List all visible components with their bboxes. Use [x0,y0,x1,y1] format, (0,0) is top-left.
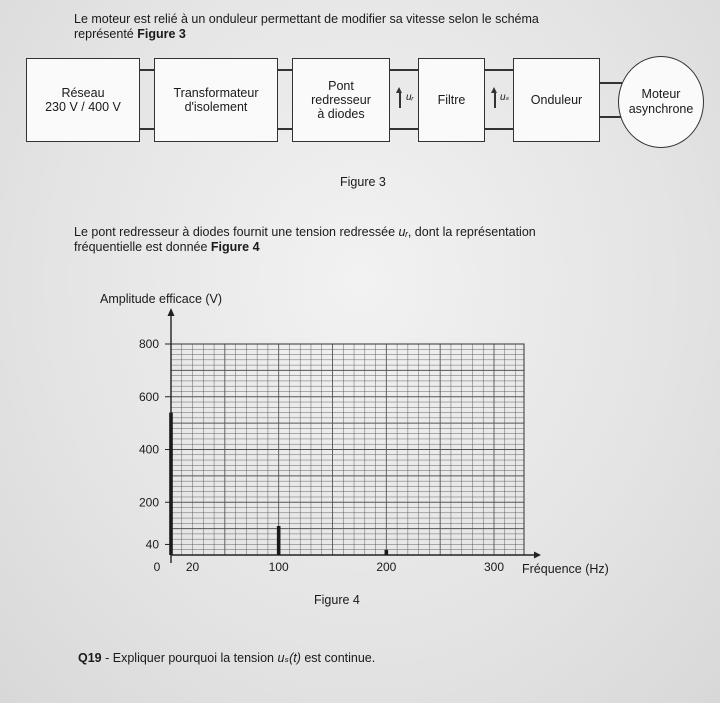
wire [483,69,515,71]
chart-axes [165,308,541,563]
us-arrow-icon [494,92,496,108]
pont-label-3: à diodes [317,107,365,121]
filtre-block [418,58,485,142]
question-q19 [78,650,375,665]
question-var: uₛ(t) [277,651,301,665]
figure-3-caption: Figure 3 [340,175,386,189]
paragraph-text-1a: Le pont redresseur à diodes fournit une tension redressée [74,225,399,239]
x-tick-label: 0 [153,560,161,574]
reseau-label: Réseau [61,86,105,100]
intro-figure-ref: Figure 3 [137,27,186,41]
intro-line-2-text: représenté [74,27,138,41]
chart-labels [100,292,609,576]
x-tick-label: 200 [376,560,397,574]
moteur-sublabel: asynchrone [628,102,694,116]
y-tick-label: 40 [145,537,159,552]
paragraph-figure-ref: Figure 4 [210,240,260,254]
wire [598,82,622,84]
wire [598,116,622,118]
paragraph-var: uᵣ [398,225,408,239]
onduleur-label: Onduleur [530,93,583,107]
intro-line-1: Le moteur est relié à un onduleur permettant de modifier sa vitesse selon le schéma [74,12,539,26]
ur-label: uᵣ [406,92,414,103]
ur-arrow-icon [399,92,401,108]
question-label: Q19 [78,651,102,665]
x-axis-arrow-icon [534,552,541,559]
spectrum-bar-200hz [385,550,389,555]
reseau-voltage: 230 V / 400 V [45,100,121,114]
x-tick-label: 20 [185,560,200,574]
paragraph [74,225,694,255]
paragraph-text-2a: fréquentielle est donnée [74,240,211,254]
y-axis-arrow-icon [168,308,175,316]
spectrum-bar-0hz [169,413,173,555]
wire [483,128,515,130]
wire [388,69,420,71]
paragraph-line-1 [74,225,694,240]
transformateur-sublabel: d'isolement [184,100,248,114]
paragraph-line-2 [74,240,694,255]
y-tick-label: 800 [138,337,159,351]
reseau-block [26,58,140,142]
wire [388,128,420,130]
figure-4-caption: Figure 4 [314,593,360,607]
y-tick-label: 200 [138,495,159,510]
spectrum-chart [0,285,720,585]
moteur-label: Moteur [641,87,681,101]
pont-label-1: Pont [328,79,354,93]
question-text-b: est continue. [300,651,376,665]
transformateur-block [154,58,278,142]
transformateur-label: Transformateur [173,86,259,100]
moteur-block [618,56,704,148]
x-tick-label: 300 [483,560,505,574]
onduleur-block [513,58,600,142]
y-axis-label: Amplitude efficace (V) [100,292,223,306]
pont-label-2: redresseur [311,93,371,107]
us-label: uₛ [500,92,510,103]
y-tick-label: 600 [138,389,159,404]
x-tick-label: 100 [268,560,289,574]
spectrum-bar-100hz [277,526,281,555]
chart-grid [171,344,524,555]
question-text-a: - Expliquer pourquoi la tension [101,651,278,665]
intro-line-2 [74,27,694,42]
block-diagram [0,52,720,172]
filtre-label: Filtre [437,93,466,107]
paragraph-text-1b: , dont la représentation [407,225,536,239]
x-axis-label: Fréquence (Hz) [522,562,609,576]
y-tick-label: 400 [138,442,159,457]
pont-block [292,58,390,142]
intro-text [74,12,694,42]
